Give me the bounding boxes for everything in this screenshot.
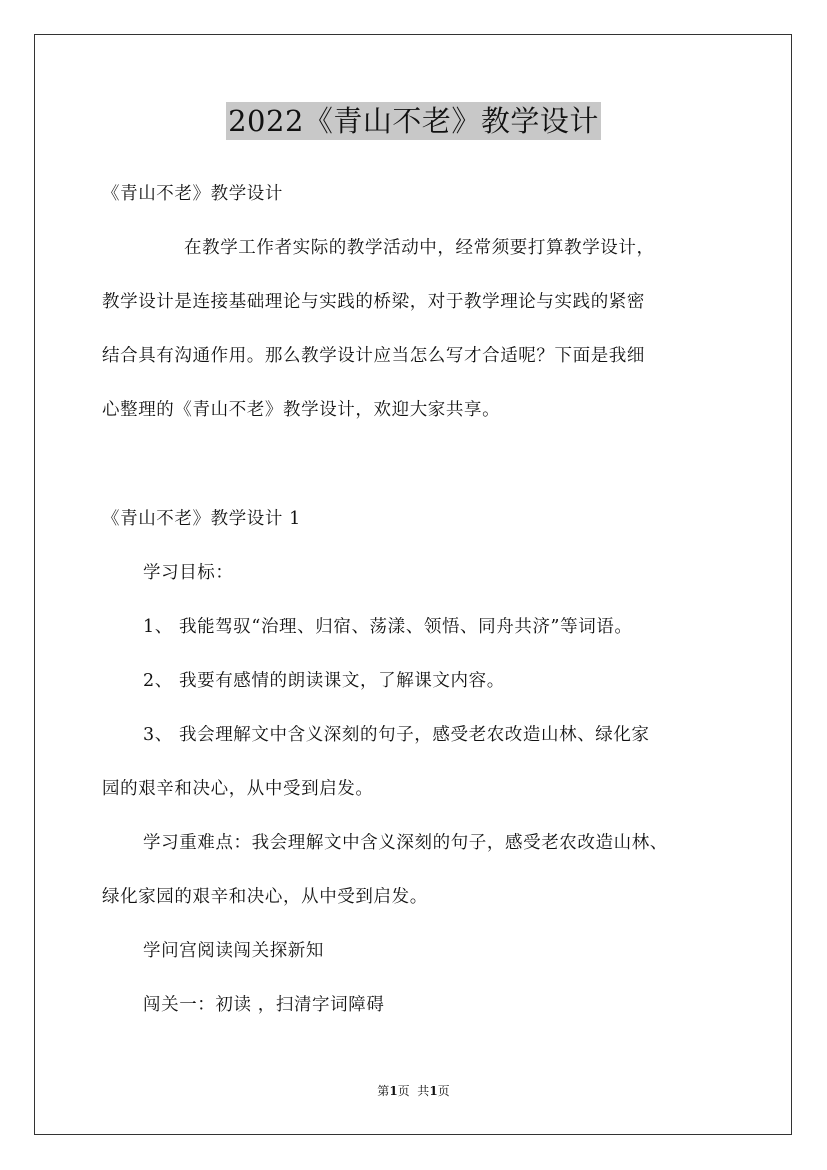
activity-title: 学问宫阅读闯关探新知 [143, 941, 324, 961]
intro-line-1: 在教学工作者实际的教学活动中，经常须要打算教学设计， [184, 238, 655, 258]
stage-one: 闯关一：初读 ，扫清字词障碍 [143, 995, 385, 1015]
intro-line-2: 教学设计是连接基础理论与实践的桥梁，对于教学理论与实践的紧密 [102, 292, 645, 312]
title-container [0, 102, 827, 140]
footer-suffix: 页 [437, 1084, 450, 1098]
intro-line-4: 心整理的《青山不老》教学设计，欢迎大家共享。 [102, 400, 501, 420]
footer-prefix: 第 [377, 1084, 390, 1098]
footer-mid: 页 共 [397, 1084, 430, 1098]
objective-item-3-continued: 园的艰辛和决心，从中受到启发。 [102, 779, 374, 799]
key-points-line-1: 学习重难点：我会理解文中含义深刻的句子，感受老农改造山林、 [143, 833, 668, 853]
objective-item-1: 1、 我能驾驭“治理、归宿、荡漾、领悟、同舟共济”等词语。 [143, 617, 633, 637]
page-footer [0, 1083, 827, 1099]
footer-total-pages: 1 [429, 1084, 438, 1098]
objectives-label: 学习目标： [143, 563, 234, 583]
objective-item-2: 2、 我要有感情的朗读课文，了解课文内容。 [143, 671, 505, 691]
intro-line-3: 结合具有沟通作用。那么教学设计应当怎么写才合适呢？下面是我细 [102, 346, 645, 366]
objective-item-3: 3、 我会理解文中含义深刻的句子，感受老农改造山林、绿化家 [143, 725, 650, 745]
document-title: 2022《青山不老》教学设计 [228, 104, 599, 138]
section-heading: 《青山不老》教学设计 1 [102, 509, 301, 529]
document-subtitle: 《青山不老》教学设计 [102, 184, 283, 204]
key-points-line-2: 绿化家园的艰辛和决心，从中受到启发。 [102, 887, 428, 907]
footer-page-number: 1 [389, 1084, 398, 1098]
